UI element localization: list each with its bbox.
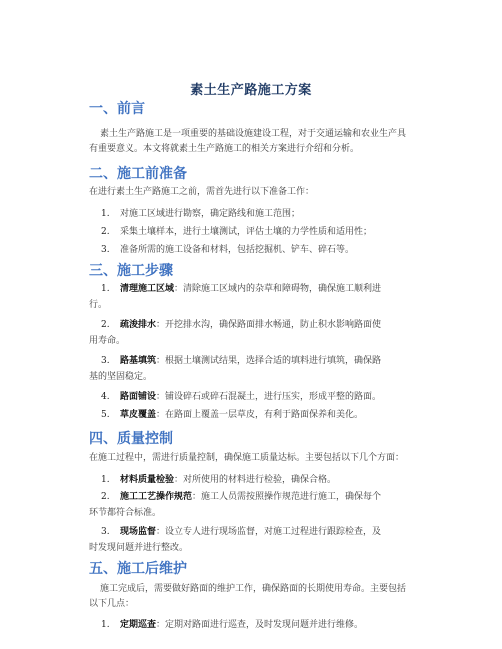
list-text: ：开挖排水沟，确保路面排水畅通，防止积水影响路面使 xyxy=(156,320,382,330)
list-continuation: 用寿命。 xyxy=(89,335,126,346)
list-number: 5. xyxy=(101,410,110,420)
section-heading-preparation: 二、施工前准备 xyxy=(89,166,187,182)
list-term: 现场监督 xyxy=(120,527,157,537)
list-number: 2. xyxy=(101,320,110,330)
list-item xyxy=(89,354,434,385)
list-term: 路基填筑 xyxy=(120,356,157,366)
list-text: 采集土壤样本，进行土壤测试，评估土壤的力学性质和适用性； xyxy=(120,227,373,237)
list-item xyxy=(89,243,434,259)
list-number: 3. xyxy=(101,245,110,255)
section-heading-maintenance: 五、施工后维护 xyxy=(89,561,187,577)
list-item xyxy=(89,207,434,223)
list-text: ：在路面上覆盖一层草皮，有利于路面保养和美化。 xyxy=(156,410,364,420)
list-continuation: 基的坚固稳定。 xyxy=(89,371,153,382)
list-number: 1. xyxy=(101,620,110,630)
list-continuation: 环节都符合标准。 xyxy=(89,507,162,518)
list-text: 准备所需的施工设备和材料，包括挖掘机、铲车、碎石等。 xyxy=(120,245,355,255)
quality-intro: 在施工过程中，需进行质量控制，确保施工质量达标。主要包括以下几个方面： xyxy=(89,453,405,463)
list-term: 材料质量检验 xyxy=(120,475,175,485)
list-number: 3. xyxy=(101,356,110,366)
list-continuation: 时发现问题并进行整改。 xyxy=(89,542,189,553)
section-heading-steps: 三、施工步骤 xyxy=(89,263,173,279)
preface-line-2: 有重要意义。本文将就素土生产路施工的相关方案进行介绍和分析。 xyxy=(89,144,360,154)
list-item xyxy=(89,473,434,489)
list-number: 2. xyxy=(101,492,110,502)
list-number: 1. xyxy=(101,284,110,294)
list-continuation: 行。 xyxy=(89,299,108,310)
list-item xyxy=(89,225,434,241)
list-text: ：施工人员需按照操作规范进行施工，确保每个 xyxy=(192,492,382,502)
list-number: 1. xyxy=(101,209,110,219)
list-number: 1. xyxy=(101,475,110,485)
list-item xyxy=(89,490,434,521)
maintenance-line-2: 以下几点： xyxy=(89,599,135,609)
list-item xyxy=(89,390,434,406)
list-item xyxy=(89,282,434,313)
list-item xyxy=(89,408,434,424)
list-term: 路面铺设 xyxy=(120,392,157,402)
list-text: ：定期对路面进行巡查，及时发现问题并进行维修。 xyxy=(156,620,364,630)
list-text: 对施工区域进行勘察，确定路线和施工范围； xyxy=(120,209,301,219)
document-title: 素土生产路施工方案 xyxy=(190,83,312,98)
list-item xyxy=(89,318,434,349)
list-term: 定期巡查 xyxy=(120,620,157,630)
list-text: ：清除施工区域内的杂草和障碍物，确保施工顺利进 xyxy=(174,284,382,294)
list-number: 4. xyxy=(101,392,110,402)
list-number: 3. xyxy=(101,527,110,537)
list-number: 2. xyxy=(101,227,110,237)
list-item xyxy=(89,618,434,634)
list-text: ：铺设碎石或碎石混凝土，进行压实，形成平整的路面。 xyxy=(156,392,382,402)
list-text: ：根据土壤测试结果，选择合适的填料进行填筑，确保路 xyxy=(156,356,382,366)
list-term: 草皮覆盖 xyxy=(120,410,157,420)
preface-line-1: 素土生产路施工是一项重要的基础设施建设工程，对于交通运输和农业生产具 xyxy=(100,129,407,139)
list-text: ：对所使用的材料进行检验，确保合格。 xyxy=(174,475,337,485)
list-term: 清理施工区域 xyxy=(120,284,175,294)
list-term: 施工工艺操作规范 xyxy=(120,492,193,502)
list-text: ：设立专人进行现场监督，对施工过程进行跟踪检查，及 xyxy=(156,527,382,537)
list-item xyxy=(89,525,434,556)
list-term: 疏浚排水 xyxy=(120,320,157,330)
maintenance-line-1: 施工完成后，需要做好路面的维护工作，确保路面的长期使用寿命。主要包括 xyxy=(100,584,407,594)
section-heading-preface: 一、前言 xyxy=(89,101,145,117)
section-heading-quality: 四、质量控制 xyxy=(89,431,173,447)
preparation-intro: 在进行素土生产路施工之前，需首先进行以下准备工作： xyxy=(89,187,315,197)
